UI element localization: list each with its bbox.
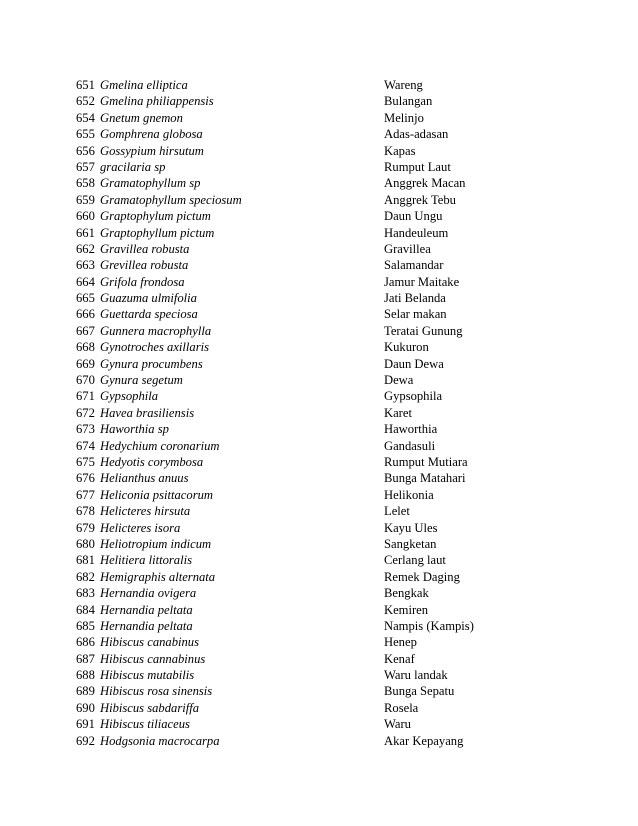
scientific-name: Hibiscus cannabinus [100, 651, 206, 666]
entry-number: 665 [76, 291, 95, 306]
entry-number: 692 [76, 733, 95, 748]
scientific-name: Gunnera macrophylla [100, 323, 212, 338]
list-row [76, 503, 616, 519]
entry-number: 687 [76, 651, 95, 666]
local-name: Cerlang laut [384, 553, 446, 568]
scientific-name: Gmelina elliptica [100, 78, 188, 92]
scientific-name: Hodgsonia macrocarpa [100, 733, 220, 748]
scientific-name: Helitiera littoralis [100, 553, 193, 568]
local-name: Wareng [384, 78, 423, 92]
list-row [76, 536, 616, 552]
scientific-name: Gossypium hirsutum [100, 143, 204, 158]
local-name: Anggrek Macan [384, 176, 466, 191]
entry-number: 681 [76, 553, 95, 568]
entry-number: 673 [76, 422, 95, 437]
local-name: Gravillea [384, 241, 431, 256]
list-row [76, 110, 616, 126]
list-row [76, 454, 616, 470]
list-row [76, 634, 616, 650]
local-name: Karet [384, 405, 412, 420]
list-row [76, 470, 616, 486]
entry-number: 659 [76, 192, 95, 207]
entry-number: 670 [76, 373, 95, 388]
list-row [76, 733, 616, 749]
scientific-name: Hibiscus tiliaceus [100, 717, 190, 732]
entry-number: 667 [76, 323, 95, 338]
scientific-name: Graptophyllum pictum [100, 225, 215, 240]
entry-number: 678 [76, 504, 95, 519]
local-name: Kapas [384, 143, 416, 158]
local-name: Kemiren [384, 602, 429, 617]
scientific-name: Gnetum gnemon [100, 110, 183, 125]
local-name: Waru landak [384, 668, 448, 683]
list-row [76, 585, 616, 601]
local-name: Anggrek Tebu [384, 192, 456, 207]
scientific-name: Hernandia peltata [100, 618, 193, 633]
list-row [76, 159, 616, 175]
entry-number: 680 [76, 536, 95, 551]
scientific-name: Hedychium coronarium [100, 438, 220, 453]
entry-number: 651 [76, 78, 95, 92]
local-name: Bunga Sepatu [384, 684, 455, 699]
entry-number: 661 [76, 225, 95, 240]
local-name: Gypsophila [384, 389, 443, 404]
local-name: Daun Ungu [384, 209, 443, 224]
entry-number: 677 [76, 487, 95, 502]
entry-number: 688 [76, 668, 95, 683]
local-name: Gandasuli [384, 438, 436, 453]
scientific-name: Gomphrena globosa [100, 127, 203, 142]
plant-list [76, 77, 616, 749]
scientific-name: Hernandia ovigera [100, 586, 197, 601]
entry-number: 655 [76, 127, 95, 142]
local-name: Jamur Maitake [384, 274, 460, 289]
list-row [76, 520, 616, 536]
list-row [76, 421, 616, 437]
list-row [76, 356, 616, 372]
scientific-name: Gramatophyllum speciosum [100, 192, 242, 207]
entry-number: 679 [76, 520, 95, 535]
entry-number: 666 [76, 307, 95, 322]
list-row [76, 257, 616, 273]
entry-number: 684 [76, 602, 95, 617]
list-row [76, 372, 616, 388]
entry-number: 683 [76, 586, 95, 601]
list-row [76, 388, 616, 404]
scientific-name: Hibiscus canabinus [100, 635, 199, 650]
local-name: Handeuleum [384, 225, 449, 240]
local-name: Haworthia [384, 422, 438, 437]
list-row [76, 143, 616, 159]
entry-number: 674 [76, 438, 95, 453]
entry-number: 654 [76, 110, 95, 125]
list-row [76, 438, 616, 454]
list-row [76, 683, 616, 699]
scientific-name: Hedyotis corymbosa [100, 454, 204, 469]
entry-number: 656 [76, 143, 95, 158]
local-name: Kukuron [384, 340, 429, 355]
entry-number: 668 [76, 340, 95, 355]
scientific-name: Gypsophila [100, 389, 159, 404]
list-row [76, 716, 616, 732]
scientific-name: Helicteres isora [100, 520, 181, 535]
list-row [76, 700, 616, 716]
scientific-name: Gmelina philiappensis [100, 94, 214, 109]
scientific-name: gracilaria sp [100, 159, 166, 174]
scientific-name: Grifola frondosa [100, 274, 185, 289]
list-row [76, 77, 616, 93]
entry-number: 689 [76, 684, 95, 699]
list-row [76, 405, 616, 421]
list-row [76, 208, 616, 224]
entry-number: 690 [76, 700, 95, 715]
scientific-name: Hibiscus rosa sinensis [100, 684, 213, 699]
entry-number: 691 [76, 717, 95, 732]
entry-number: 675 [76, 454, 95, 469]
entry-number: 657 [76, 159, 95, 174]
local-name: Helikonia [384, 487, 434, 502]
local-name: Salamandar [384, 258, 444, 273]
scientific-name: Hemigraphis alternata [100, 569, 216, 584]
entry-number: 662 [76, 241, 95, 256]
local-name: Bengkak [384, 586, 429, 601]
scientific-name: Hernandia peltata [100, 602, 193, 617]
scientific-name: Haworthia sp [100, 422, 169, 437]
list-row [76, 667, 616, 683]
list-row [76, 602, 616, 618]
scientific-name: Guazuma ulmifolia [100, 291, 197, 306]
entry-number: 686 [76, 635, 95, 650]
list-row [76, 175, 616, 191]
local-name: Kenaf [384, 651, 415, 666]
entry-number: 676 [76, 471, 95, 486]
local-name: Daun Dewa [384, 356, 444, 371]
entry-number: 663 [76, 258, 95, 273]
local-name: Sangketan [384, 536, 437, 551]
scientific-name: Graptophylum pictum [100, 209, 211, 224]
scientific-name: Hibiscus sabdariffa [100, 700, 200, 715]
local-name: Henep [384, 635, 417, 650]
local-name: Rosela [384, 700, 419, 715]
scientific-name: Hibiscus mutabilis [100, 668, 195, 683]
scientific-name: Guettarda speciosa [100, 307, 198, 322]
local-name: Rumput Mutiara [384, 454, 468, 469]
scientific-name: Helicteres hirsuta [100, 504, 191, 519]
local-name: Rumput Laut [384, 159, 451, 174]
scientific-name: Gynura procumbens [100, 356, 203, 371]
list-row [76, 290, 616, 306]
list-row [76, 93, 616, 109]
entry-number: 669 [76, 356, 95, 371]
local-name: Waru [384, 717, 411, 732]
local-name: Selar makan [384, 307, 447, 322]
list-row [76, 651, 616, 667]
local-name: Melinjo [384, 110, 424, 125]
local-name: Akar Kepayang [384, 733, 464, 748]
entry-number: 652 [76, 94, 95, 109]
list-row [76, 339, 616, 355]
list-row [76, 225, 616, 241]
entry-number: 660 [76, 209, 95, 224]
entry-number: 685 [76, 618, 95, 633]
local-name: Bunga Matahari [384, 471, 466, 486]
local-name: Lelet [384, 504, 410, 519]
scientific-name: Grevillea robusta [100, 258, 189, 273]
scientific-name: Heliotropium indicum [100, 536, 212, 551]
scientific-name: Gramatophyllum sp [100, 176, 201, 191]
entry-number: 664 [76, 274, 95, 289]
scientific-name: Helianthus anuus [100, 471, 189, 486]
local-name: Remek Daging [384, 569, 460, 584]
list-row [76, 192, 616, 208]
entry-number: 658 [76, 176, 95, 191]
local-name: Adas-adasan [384, 127, 449, 142]
list-row [76, 487, 616, 503]
list-row [76, 274, 616, 290]
list-row [76, 241, 616, 257]
local-name: Dewa [384, 373, 414, 388]
scientific-name: Havea brasiliensis [100, 405, 195, 420]
list-row [76, 552, 616, 568]
local-name: Nampis (Kampis) [384, 618, 474, 633]
entry-number: 682 [76, 569, 95, 584]
local-name: Teratai Gunung [384, 323, 463, 338]
list-row [76, 569, 616, 585]
list-row [76, 618, 616, 634]
list-row [76, 306, 616, 322]
scientific-name: Gravillea robusta [100, 241, 190, 256]
list-row [76, 126, 616, 142]
entry-number: 672 [76, 405, 95, 420]
scientific-name: Heliconia psittacorum [100, 487, 213, 502]
entry-number: 671 [76, 389, 95, 404]
local-name: Kayu Ules [384, 520, 438, 535]
list-row [76, 323, 616, 339]
local-name: Jati Belanda [384, 291, 446, 306]
scientific-name: Gynura segetum [100, 373, 183, 388]
local-name: Bulangan [384, 94, 433, 109]
scientific-name: Gynotroches axillaris [100, 340, 210, 355]
